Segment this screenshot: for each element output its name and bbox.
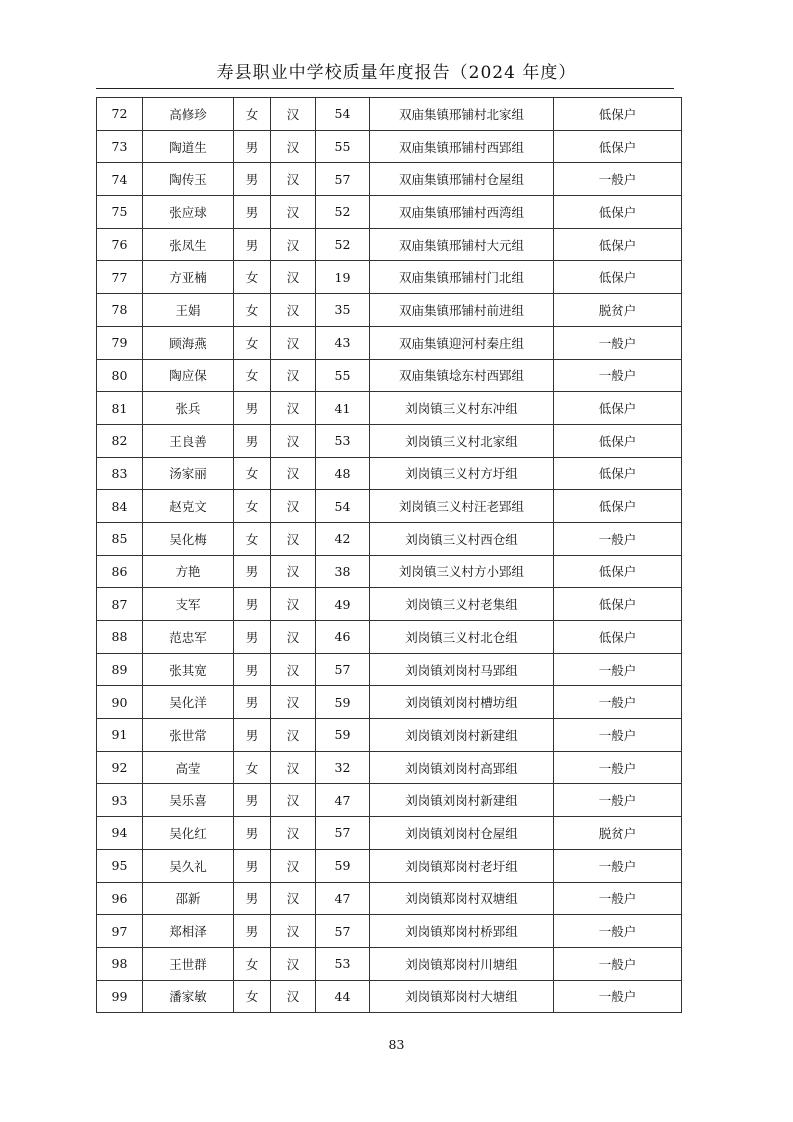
gender-cell: 女 [234, 261, 271, 294]
address-cell: 双庙集镇邢铺村门北组 [370, 261, 554, 294]
name-cell: 陶道生 [143, 130, 234, 163]
table-row [97, 163, 682, 196]
gender-cell: 男 [234, 817, 271, 850]
age-cell: 59 [316, 719, 370, 752]
household-type-cell: 低保户 [554, 130, 682, 163]
gender-cell: 男 [234, 621, 271, 654]
gender-cell: 女 [234, 522, 271, 555]
household-type-cell: 一般户 [554, 719, 682, 752]
age-cell: 55 [316, 130, 370, 163]
name-cell: 王娟 [143, 294, 234, 327]
ethnicity-cell: 汉 [271, 817, 316, 850]
age-cell: 42 [316, 522, 370, 555]
household-type-cell: 一般户 [554, 849, 682, 882]
household-type-cell: 低保户 [554, 98, 682, 131]
header-divider [96, 88, 674, 89]
row-number-cell: 84 [97, 490, 143, 523]
name-cell: 邵新 [143, 882, 234, 915]
name-cell: 高修珍 [143, 98, 234, 131]
address-cell: 双庙集镇邢铺村西郢组 [370, 130, 554, 163]
name-cell: 范忠军 [143, 621, 234, 654]
age-cell: 43 [316, 326, 370, 359]
gender-cell: 女 [234, 947, 271, 980]
age-cell: 55 [316, 359, 370, 392]
ethnicity-cell: 汉 [271, 130, 316, 163]
age-cell: 59 [316, 686, 370, 719]
ethnicity-cell: 汉 [271, 490, 316, 523]
table-row [97, 522, 682, 555]
age-cell: 52 [316, 228, 370, 261]
gender-cell: 男 [234, 196, 271, 229]
household-type-cell: 一般户 [554, 359, 682, 392]
table-row [97, 98, 682, 131]
gender-cell: 男 [234, 130, 271, 163]
ethnicity-cell: 汉 [271, 555, 316, 588]
age-cell: 57 [316, 915, 370, 948]
name-cell: 吴化梅 [143, 522, 234, 555]
ethnicity-cell: 汉 [271, 621, 316, 654]
row-number-cell: 72 [97, 98, 143, 131]
gender-cell: 男 [234, 392, 271, 425]
row-number-cell: 91 [97, 719, 143, 752]
household-type-cell: 一般户 [554, 751, 682, 784]
row-number-cell: 81 [97, 392, 143, 425]
table-row [97, 817, 682, 850]
ethnicity-cell: 汉 [271, 294, 316, 327]
row-number-cell: 98 [97, 947, 143, 980]
gender-cell: 男 [234, 163, 271, 196]
row-number-cell: 88 [97, 621, 143, 654]
ethnicity-cell: 汉 [271, 457, 316, 490]
address-cell: 刘岗镇郑岗村双塘组 [370, 882, 554, 915]
address-cell: 刘岗镇三义村汪老郢组 [370, 490, 554, 523]
ethnicity-cell: 汉 [271, 882, 316, 915]
table-row [97, 980, 682, 1013]
address-cell: 刘岗镇刘岗村新建组 [370, 719, 554, 752]
age-cell: 54 [316, 490, 370, 523]
ethnicity-cell: 汉 [271, 359, 316, 392]
gender-cell: 男 [234, 784, 271, 817]
address-cell: 双庙集镇邢铺村前进组 [370, 294, 554, 327]
gender-cell: 男 [234, 915, 271, 948]
row-number-cell: 90 [97, 686, 143, 719]
row-number-cell: 77 [97, 261, 143, 294]
age-cell: 41 [316, 392, 370, 425]
name-cell: 支军 [143, 588, 234, 621]
age-cell: 19 [316, 261, 370, 294]
address-cell: 刘岗镇刘岗村新建组 [370, 784, 554, 817]
address-cell: 刘岗镇三义村方小郢组 [370, 555, 554, 588]
page-header-title: 寿县职业中学校质量年度报告（2024 年度） [216, 63, 577, 83]
household-type-cell: 低保户 [554, 196, 682, 229]
table-row [97, 424, 682, 457]
household-type-cell: 一般户 [554, 686, 682, 719]
name-cell: 潘家敏 [143, 980, 234, 1013]
household-type-cell: 低保户 [554, 457, 682, 490]
table-row [97, 686, 682, 719]
row-number-cell: 75 [97, 196, 143, 229]
table-row [97, 555, 682, 588]
age-cell: 47 [316, 784, 370, 817]
address-cell: 刘岗镇三义村北家组 [370, 424, 554, 457]
records-table [96, 97, 682, 1013]
household-type-cell: 低保户 [554, 424, 682, 457]
household-type-cell: 一般户 [554, 882, 682, 915]
ethnicity-cell: 汉 [271, 261, 316, 294]
household-type-cell: 脱贫户 [554, 817, 682, 850]
row-number-cell: 89 [97, 653, 143, 686]
records-table-body [97, 98, 682, 1013]
ethnicity-cell: 汉 [271, 849, 316, 882]
age-cell: 57 [316, 163, 370, 196]
age-cell: 32 [316, 751, 370, 784]
name-cell: 方亚楠 [143, 261, 234, 294]
gender-cell: 男 [234, 849, 271, 882]
row-number-cell: 96 [97, 882, 143, 915]
row-number-cell: 95 [97, 849, 143, 882]
row-number-cell: 87 [97, 588, 143, 621]
table-row [97, 947, 682, 980]
household-type-cell: 低保户 [554, 621, 682, 654]
name-cell: 方艳 [143, 555, 234, 588]
household-type-cell: 一般户 [554, 653, 682, 686]
address-cell: 刘岗镇郑岗村桥郢组 [370, 915, 554, 948]
table-row [97, 261, 682, 294]
name-cell: 张其宽 [143, 653, 234, 686]
age-cell: 35 [316, 294, 370, 327]
ethnicity-cell: 汉 [271, 751, 316, 784]
row-number-cell: 99 [97, 980, 143, 1013]
gender-cell: 男 [234, 653, 271, 686]
gender-cell: 男 [234, 686, 271, 719]
address-cell: 双庙集镇邢铺村大元组 [370, 228, 554, 261]
row-number-cell: 74 [97, 163, 143, 196]
name-cell: 吴久礼 [143, 849, 234, 882]
table-row [97, 196, 682, 229]
ethnicity-cell: 汉 [271, 947, 316, 980]
household-type-cell: 低保户 [554, 490, 682, 523]
ethnicity-cell: 汉 [271, 98, 316, 131]
name-cell: 张兵 [143, 392, 234, 425]
name-cell: 张应球 [143, 196, 234, 229]
table-row [97, 490, 682, 523]
gender-cell: 女 [234, 294, 271, 327]
ethnicity-cell: 汉 [271, 424, 316, 457]
household-type-cell: 低保户 [554, 555, 682, 588]
ethnicity-cell: 汉 [271, 653, 316, 686]
name-cell: 吴化红 [143, 817, 234, 850]
address-cell: 刘岗镇郑岗村老圩组 [370, 849, 554, 882]
ethnicity-cell: 汉 [271, 522, 316, 555]
address-cell: 刘岗镇刘岗村马郢组 [370, 653, 554, 686]
name-cell: 赵克文 [143, 490, 234, 523]
address-cell: 双庙集镇邢铺村西湾组 [370, 196, 554, 229]
address-cell: 双庙集镇埝东村西郢组 [370, 359, 554, 392]
age-cell: 59 [316, 849, 370, 882]
age-cell: 38 [316, 555, 370, 588]
age-cell: 44 [316, 980, 370, 1013]
gender-cell: 女 [234, 457, 271, 490]
household-type-cell: 一般户 [554, 163, 682, 196]
address-cell: 刘岗镇刘岗村槽坊组 [370, 686, 554, 719]
name-cell: 吴乐喜 [143, 784, 234, 817]
row-number-cell: 79 [97, 326, 143, 359]
age-cell: 57 [316, 653, 370, 686]
row-number-cell: 85 [97, 522, 143, 555]
household-type-cell: 一般户 [554, 980, 682, 1013]
row-number-cell: 78 [97, 294, 143, 327]
page-number: 83 [388, 1037, 405, 1052]
name-cell: 高莹 [143, 751, 234, 784]
name-cell: 张世常 [143, 719, 234, 752]
ethnicity-cell: 汉 [271, 980, 316, 1013]
household-type-cell: 一般户 [554, 915, 682, 948]
table-row [97, 294, 682, 327]
row-number-cell: 97 [97, 915, 143, 948]
address-cell: 刘岗镇三义村东冲组 [370, 392, 554, 425]
age-cell: 52 [316, 196, 370, 229]
gender-cell: 男 [234, 424, 271, 457]
name-cell: 郑相泽 [143, 915, 234, 948]
name-cell: 陶传玉 [143, 163, 234, 196]
household-type-cell: 低保户 [554, 261, 682, 294]
household-type-cell: 低保户 [554, 588, 682, 621]
ethnicity-cell: 汉 [271, 784, 316, 817]
ethnicity-cell: 汉 [271, 686, 316, 719]
address-cell: 双庙集镇邢铺村仓屋组 [370, 163, 554, 196]
age-cell: 54 [316, 98, 370, 131]
table-row [97, 392, 682, 425]
row-number-cell: 76 [97, 228, 143, 261]
ethnicity-cell: 汉 [271, 163, 316, 196]
name-cell: 王世群 [143, 947, 234, 980]
gender-cell: 男 [234, 719, 271, 752]
ethnicity-cell: 汉 [271, 326, 316, 359]
table-row [97, 751, 682, 784]
gender-cell: 女 [234, 359, 271, 392]
row-number-cell: 83 [97, 457, 143, 490]
gender-cell: 男 [234, 882, 271, 915]
row-number-cell: 80 [97, 359, 143, 392]
age-cell: 49 [316, 588, 370, 621]
name-cell: 陶应保 [143, 359, 234, 392]
table-row [97, 621, 682, 654]
table-row [97, 915, 682, 948]
gender-cell: 男 [234, 228, 271, 261]
address-cell: 刘岗镇三义村西仓组 [370, 522, 554, 555]
age-cell: 53 [316, 424, 370, 457]
name-cell: 汤家丽 [143, 457, 234, 490]
gender-cell: 女 [234, 490, 271, 523]
household-type-cell: 一般户 [554, 947, 682, 980]
address-cell: 双庙集镇邢铺村北家组 [370, 98, 554, 131]
household-type-cell: 低保户 [554, 392, 682, 425]
age-cell: 57 [316, 817, 370, 850]
table-row [97, 882, 682, 915]
name-cell: 吴化洋 [143, 686, 234, 719]
household-type-cell: 一般户 [554, 326, 682, 359]
table-row [97, 849, 682, 882]
age-cell: 47 [316, 882, 370, 915]
table-row [97, 359, 682, 392]
address-cell: 刘岗镇刘岗村仓屋组 [370, 817, 554, 850]
gender-cell: 女 [234, 98, 271, 131]
household-type-cell: 低保户 [554, 228, 682, 261]
gender-cell: 男 [234, 588, 271, 621]
table-row [97, 719, 682, 752]
age-cell: 48 [316, 457, 370, 490]
table-row [97, 653, 682, 686]
address-cell: 刘岗镇刘岗村高郢组 [370, 751, 554, 784]
gender-cell: 女 [234, 751, 271, 784]
ethnicity-cell: 汉 [271, 719, 316, 752]
ethnicity-cell: 汉 [271, 196, 316, 229]
name-cell: 顾海燕 [143, 326, 234, 359]
row-number-cell: 94 [97, 817, 143, 850]
age-cell: 46 [316, 621, 370, 654]
gender-cell: 女 [234, 980, 271, 1013]
household-type-cell: 脱贫户 [554, 294, 682, 327]
table-row [97, 784, 682, 817]
name-cell: 王良善 [143, 424, 234, 457]
table-row [97, 588, 682, 621]
address-cell: 刘岗镇郑岗村川塘组 [370, 947, 554, 980]
row-number-cell: 93 [97, 784, 143, 817]
address-cell: 刘岗镇三义村老集组 [370, 588, 554, 621]
table-row [97, 228, 682, 261]
row-number-cell: 86 [97, 555, 143, 588]
household-type-cell: 一般户 [554, 784, 682, 817]
ethnicity-cell: 汉 [271, 915, 316, 948]
row-number-cell: 82 [97, 424, 143, 457]
table-row [97, 130, 682, 163]
address-cell: 刘岗镇郑岗村大塘组 [370, 980, 554, 1013]
gender-cell: 男 [234, 555, 271, 588]
name-cell: 张凤生 [143, 228, 234, 261]
row-number-cell: 73 [97, 130, 143, 163]
address-cell: 刘岗镇三义村方圩组 [370, 457, 554, 490]
gender-cell: 女 [234, 326, 271, 359]
row-number-cell: 92 [97, 751, 143, 784]
ethnicity-cell: 汉 [271, 228, 316, 261]
address-cell: 刘岗镇三义村北仓组 [370, 621, 554, 654]
ethnicity-cell: 汉 [271, 392, 316, 425]
table-row [97, 326, 682, 359]
household-type-cell: 一般户 [554, 522, 682, 555]
age-cell: 53 [316, 947, 370, 980]
ethnicity-cell: 汉 [271, 588, 316, 621]
address-cell: 双庙集镇迎河村秦庄组 [370, 326, 554, 359]
table-row [97, 457, 682, 490]
